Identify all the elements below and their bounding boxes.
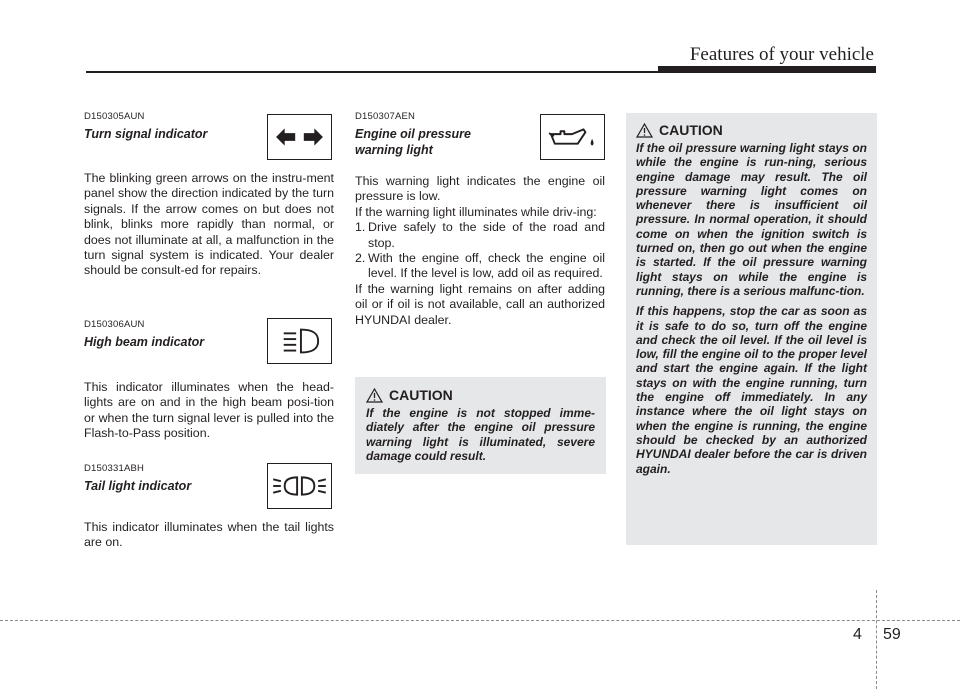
heading-oil-line1: Engine oil pressure	[355, 127, 472, 141]
high-beam-icon	[267, 318, 332, 364]
caution-text: If the engine is not stopped imme-diately after the engine oil pressure warning light is illuminated, severe damage could result.	[366, 406, 595, 463]
warning-triangle-icon	[636, 123, 653, 138]
page-header-title: Features of your vehicle	[689, 44, 874, 65]
section-code-turn: D150305AUN	[84, 111, 145, 122]
heading-oil-pressure	[355, 126, 471, 158]
step-number: 2.	[355, 251, 366, 266]
chapter-number: 4	[853, 626, 862, 643]
caution-box-oil	[355, 377, 606, 474]
paragraph-oil-if: If the warning light illuminates while driv-ing:	[355, 204, 597, 219]
heading-high-beam: High beam indicator	[84, 335, 205, 349]
step-text: With the engine off, check the engine oil level. If the level is low, add oil as required.	[368, 251, 605, 281]
oil-can-icon	[540, 114, 605, 160]
paragraph-tail-light: This indicator illuminates when the tail lights are on.	[84, 520, 334, 550]
page-number: 59	[883, 626, 901, 643]
caution-box-oil-warning	[626, 113, 877, 545]
oil-steps-list	[355, 220, 605, 282]
caution-title	[636, 122, 867, 138]
list-item	[355, 220, 605, 251]
caution-paragraph: If this happens, stop the car as soon as it is safe to do so, turn off the engine and check the oil level. If the oil level is low, fill the engine oil to the proper level and start the engine again. If the light stays on with the engine running, turn the engine off immediately. In any instance where the oil light stays on when the engine is running, the engine should be checked by an authorized HYUNDAI dealer before the car is driven again.	[636, 304, 867, 476]
turn-signal-arrows-icon	[267, 114, 332, 160]
warning-triangle-icon	[366, 388, 383, 403]
list-item	[355, 251, 605, 282]
tail-light-icon	[267, 463, 332, 509]
header-rule	[86, 71, 666, 73]
caution-title-text: CAUTION	[659, 122, 723, 138]
caution-paragraph: If the oil pressure warning light stays on while the engine is run-ning, serious engine damage may result. The oil pressure warning light comes on whenever there is insufficient oil pressure. In normal operation, it should come on when the ignition switch is turned on, then go out when the engine is started. If the oil pressure warning light stays on while the engine is running, there is a serious malfunc-tion.	[636, 141, 867, 298]
step-number: 1.	[355, 220, 366, 235]
heading-turn-signal: Turn signal indicator	[84, 127, 208, 141]
paragraph-high-beam: This indicator illuminates when the head-lights are on and in the high beam posi-tion or when the turn signal lever is pulled into the Flash-to-Pass position.	[84, 380, 334, 441]
paragraph-oil-remains: If the warning light remains on after adding oil or if oil is not available, call an authorized HYUNDAI dealer.	[355, 281, 605, 327]
section-code-oil: D150307AEN	[355, 111, 416, 122]
caution-title	[366, 387, 595, 403]
footer-rule	[0, 620, 960, 621]
footer-divider	[876, 590, 877, 689]
step-text: Drive safely to the side of the road and stop.	[368, 220, 605, 250]
paragraph-oil-intro: This warning light indicates the engine oil pressure is low.	[355, 174, 605, 204]
header-rule-accent	[658, 66, 876, 73]
paragraph-turn-signal: The blinking green arrows on the instru-ment panel show the direction indicated by the turn signals. If the arrow comes on but does not blink, blinks more rapidly than normal, or does not illuminate at all, a malfunction in the turn signal system is indicated. Your dealer should be consult-ed for repairs.	[84, 171, 334, 278]
oil-pressure-body	[355, 174, 605, 328]
caution-title-text: CAUTION	[389, 387, 453, 403]
section-code-tail: D150331ABH	[84, 463, 145, 474]
caution-text	[636, 141, 867, 476]
heading-tail-light: Tail light indicator	[84, 479, 192, 493]
heading-oil-line2: warning light	[355, 143, 433, 157]
section-code-high: D150306AUN	[84, 319, 145, 330]
